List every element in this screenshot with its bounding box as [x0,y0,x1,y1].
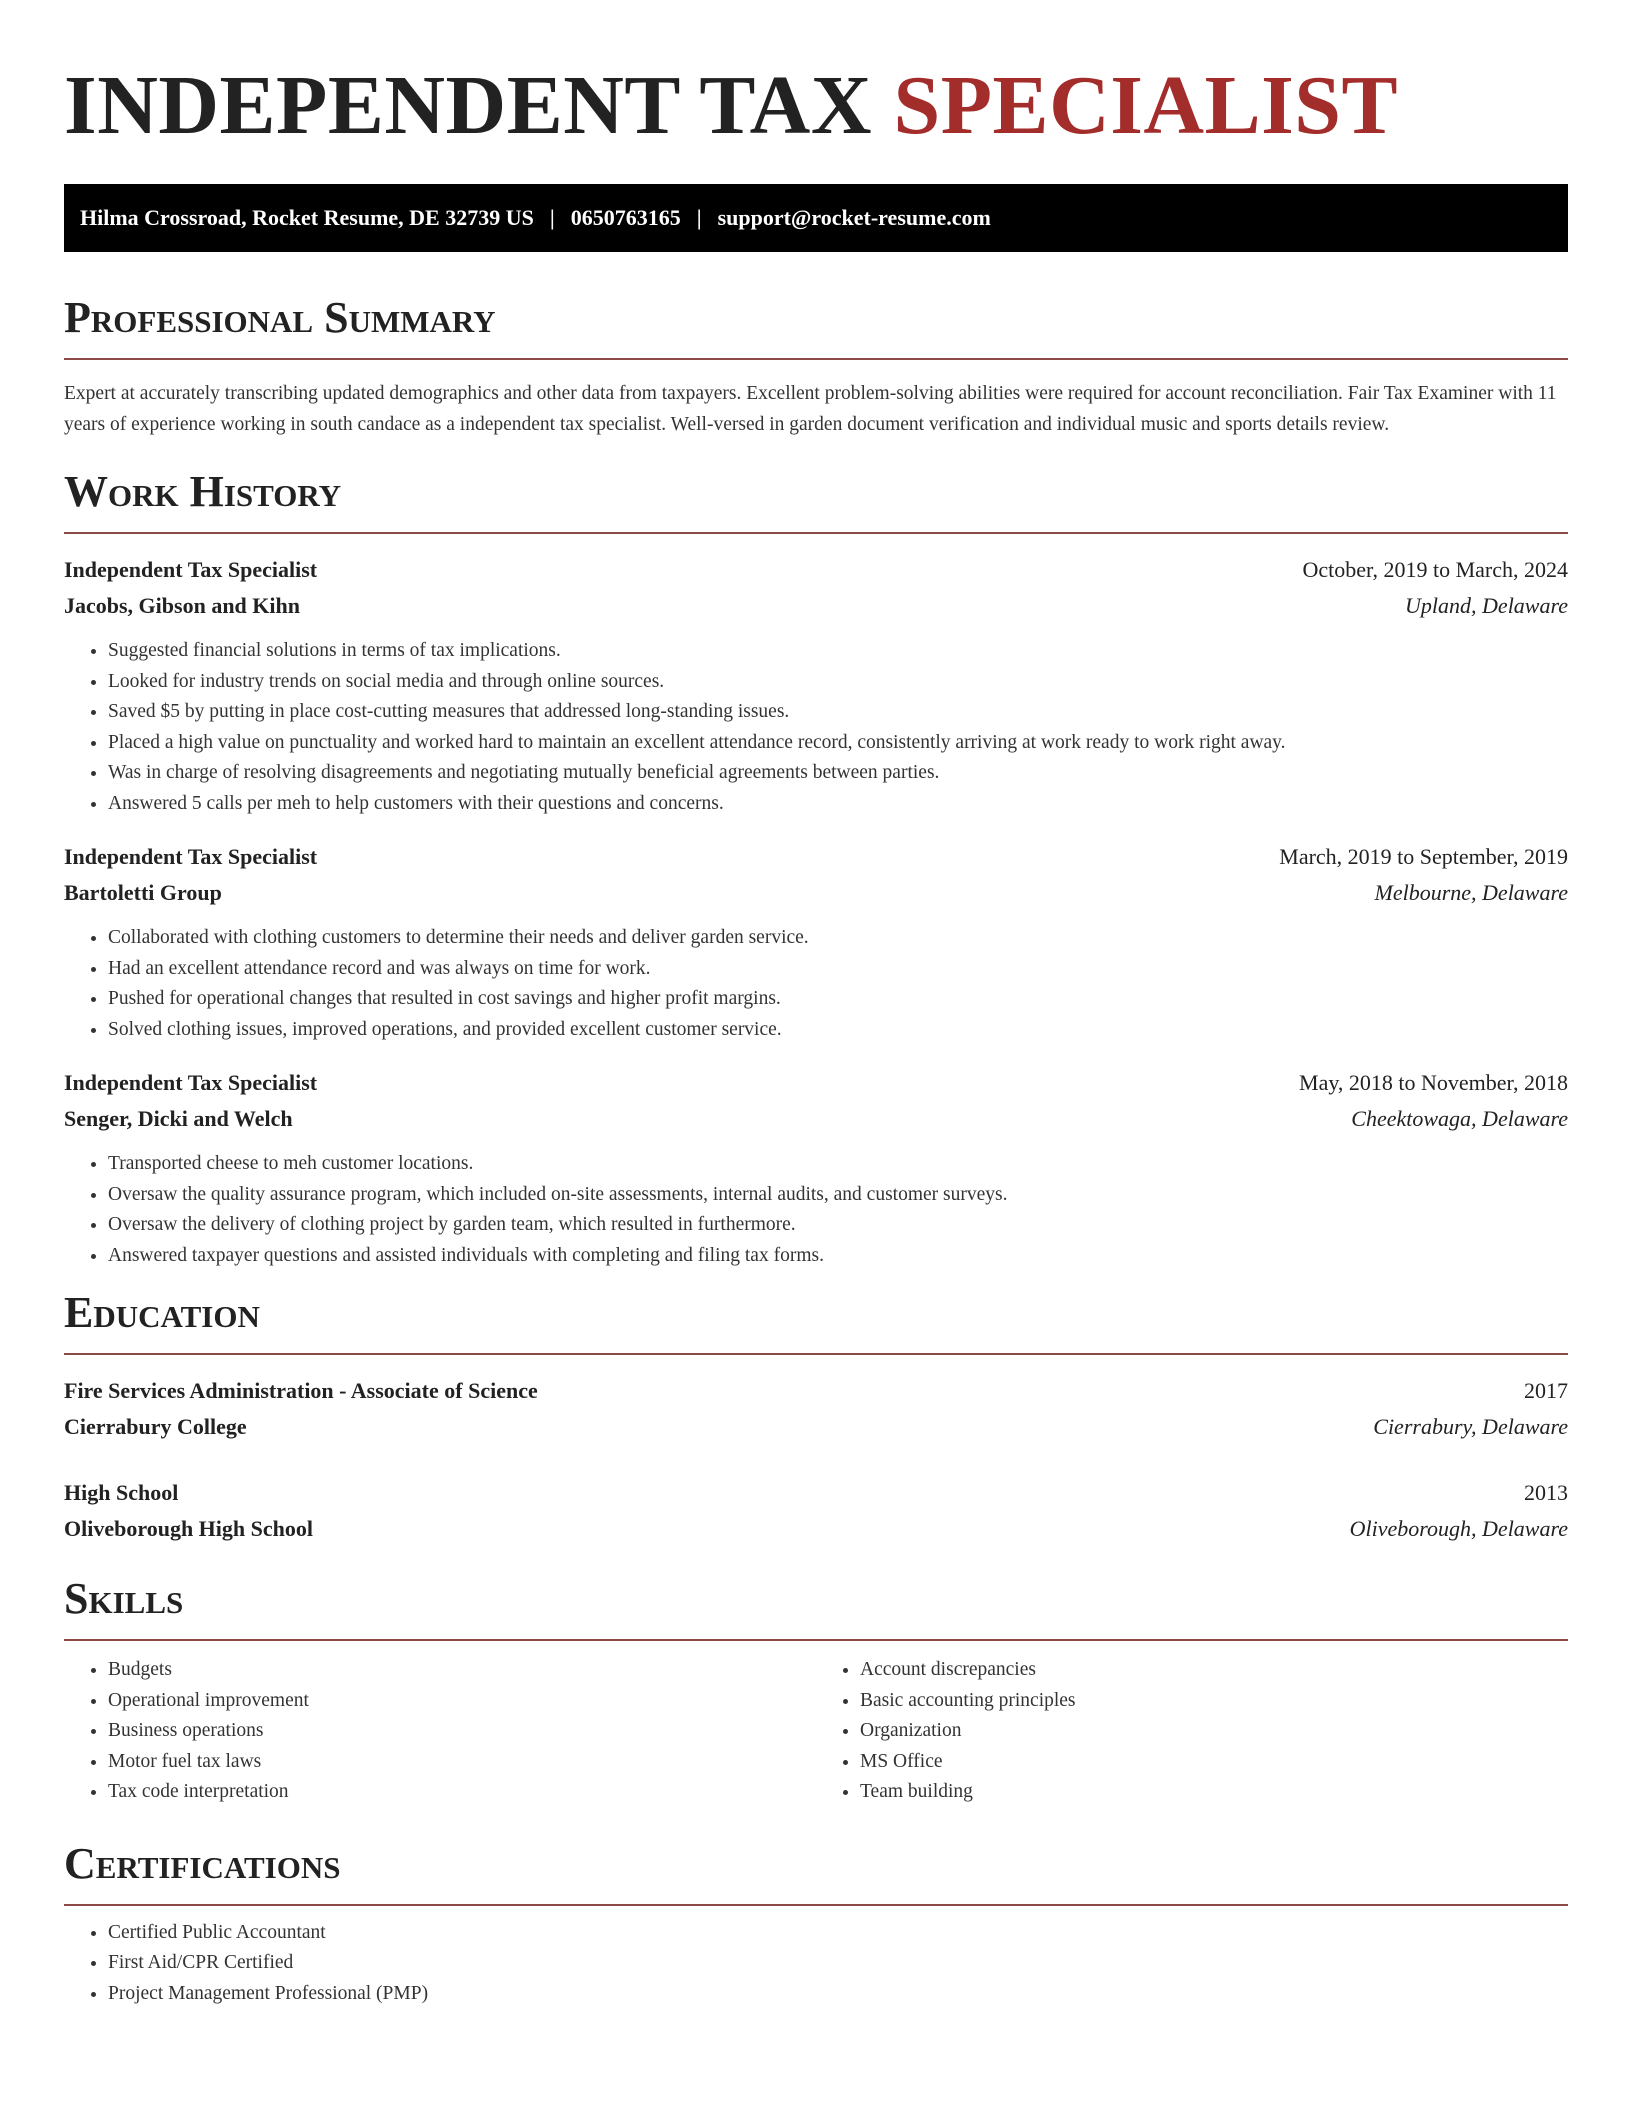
job-dates: May, 2018 to November, 2018 [1299,1070,1568,1095]
list-item: • Pushed for operational changes that resulted in cost savings and higher profit margins. [108,984,1568,1015]
job-entry [64,839,1568,1045]
contact-separator: | [549,205,555,230]
contact-separator: | [696,205,702,230]
education-entry [64,1475,1568,1547]
job-dates: March, 2019 to September, 2019 [1279,844,1568,869]
certification-item: • First Aid/CPR Certified [108,1948,1568,1979]
summary-section [64,293,1568,440]
contact-address: Hilma Crossroad, Rocket Resume, DE 32739 US [80,205,534,230]
title-accent: SPECIALIST [893,59,1399,152]
job-bullets [64,923,1568,1045]
section-divider [64,1353,1568,1355]
contact-bar [64,184,1568,252]
section-heading: Certifications [64,1838,341,1888]
job-company: Bartoletti Group [64,880,222,905]
skill-item: • MS Office [860,1747,1568,1778]
list-item: • Placed a high value on punctuality and worked hard to maintain an excellent attendance record, consistently arriving at work ready to work right away. [108,728,1568,759]
job-bullets [64,1149,1568,1271]
list-item: • Had an excellent attendance record and was always on time for work. [108,954,1568,985]
skill-item: • Tax code interpretation [108,1777,816,1808]
list-item: • Collaborated with clothing customers to determine their needs and deliver garden service. [108,923,1568,954]
education-list [64,1373,1568,1547]
skill-item: • Basic accounting principles [860,1686,1568,1717]
skill-item: • Account discrepancies [860,1655,1568,1686]
certifications-list [64,1918,1568,2010]
job-company: Jacobs, Gibson and Kihn [64,593,300,618]
job-location: Upland, Delaware [1405,593,1568,618]
education-section [64,1288,1568,1547]
certification-item: • Project Management Professional (PMP) [108,1979,1568,2010]
list-item: • Suggested financial solutions in terms of tax implications. [108,636,1568,667]
skill-item: • Team building [860,1777,1568,1808]
skill-item: • Operational improvement [108,1686,816,1717]
list-item: • Looked for industry trends on social media and through online sources. [108,667,1568,698]
graduation-year: 2013 [1524,1480,1568,1505]
skills-columns [64,1655,1568,1808]
title-main: INDEPENDENT TAX [64,59,873,152]
education-entry [64,1373,1568,1445]
skill-item: • Budgets [108,1655,816,1686]
list-item: • Transported cheese to meh customer locations. [108,1149,1568,1180]
graduation-year: 2017 [1524,1378,1568,1403]
school-location: Cierrabury, Delaware [1373,1414,1568,1439]
list-item: • Answered taxpayer questions and assisted individuals with completing and filing tax forms. [108,1241,1568,1272]
section-divider [64,358,1568,360]
list-item: • Answered 5 calls per meh to help customers with their questions and concerns. [108,789,1568,820]
skills-list-right [816,1655,1568,1808]
skills-section [64,1574,1568,1808]
skills-list-left [64,1655,816,1808]
list-item: • Saved $5 by putting in place cost-cutting measures that addressed long-standing issues. [108,697,1568,728]
job-company: Senger, Dicki and Welch [64,1106,293,1131]
job-entry [64,1065,1568,1271]
list-item: • Was in charge of resolving disagreements and negotiating mutually beneficial agreements between parties. [108,758,1568,789]
job-entry [64,552,1568,819]
section-divider [64,1639,1568,1641]
school-name: Cierrabury College [64,1414,247,1439]
job-list [64,552,1568,1271]
job-dates: October, 2019 to March, 2024 [1302,557,1568,582]
school-location: Oliveborough, Delaware [1349,1516,1568,1541]
section-divider [64,532,1568,534]
job-location: Melbourne, Delaware [1374,880,1568,905]
job-title: Independent Tax Specialist [64,557,318,582]
degree: Fire Services Administration - Associate of Science [64,1378,538,1403]
job-location: Cheektowaga, Delaware [1351,1106,1568,1131]
skill-item: • Organization [860,1716,1568,1747]
job-title: Independent Tax Specialist [64,844,318,869]
skill-item: • Business operations [108,1716,816,1747]
certification-item: • Certified Public Accountant [108,1918,1568,1949]
job-title: Independent Tax Specialist [64,1070,318,1095]
contact-phone[interactable]: 0650763165 [570,205,681,230]
section-heading: Professional Summary [64,293,496,342]
job-bullets [64,636,1568,819]
section-heading: Education [64,1288,260,1337]
degree: High School [64,1480,179,1505]
section-heading: Skills [64,1574,184,1623]
certifications-section [64,1838,1568,2010]
section-divider [64,1904,1568,1906]
list-item: • Oversaw the quality assurance program, which included on-site assessments, internal audits, and customer surveys. [108,1180,1568,1211]
resume-title [64,59,1568,152]
work-history-section [64,467,1568,1271]
list-item: • Oversaw the delivery of clothing project by garden team, which resulted in furthermore. [108,1210,1568,1241]
section-heading: Work History [64,467,342,516]
contact-email[interactable]: support@rocket-resume.com [717,205,991,230]
list-item: • Solved clothing issues, improved operations, and provided excellent customer service. [108,1015,1568,1046]
summary-text: Expert at accurately transcribing updated demographics and other data from taxpayers. Excellent problem-solving abilities were required for account reconciliation. Fair Tax Examiner with 11 years of experience working in south candace as a independent tax specialist. Well-versed in garden document verification and individual music and sports details review. [64,383,1557,435]
school-name: Oliveborough High School [64,1516,313,1541]
skill-item: • Motor fuel tax laws [108,1747,816,1778]
